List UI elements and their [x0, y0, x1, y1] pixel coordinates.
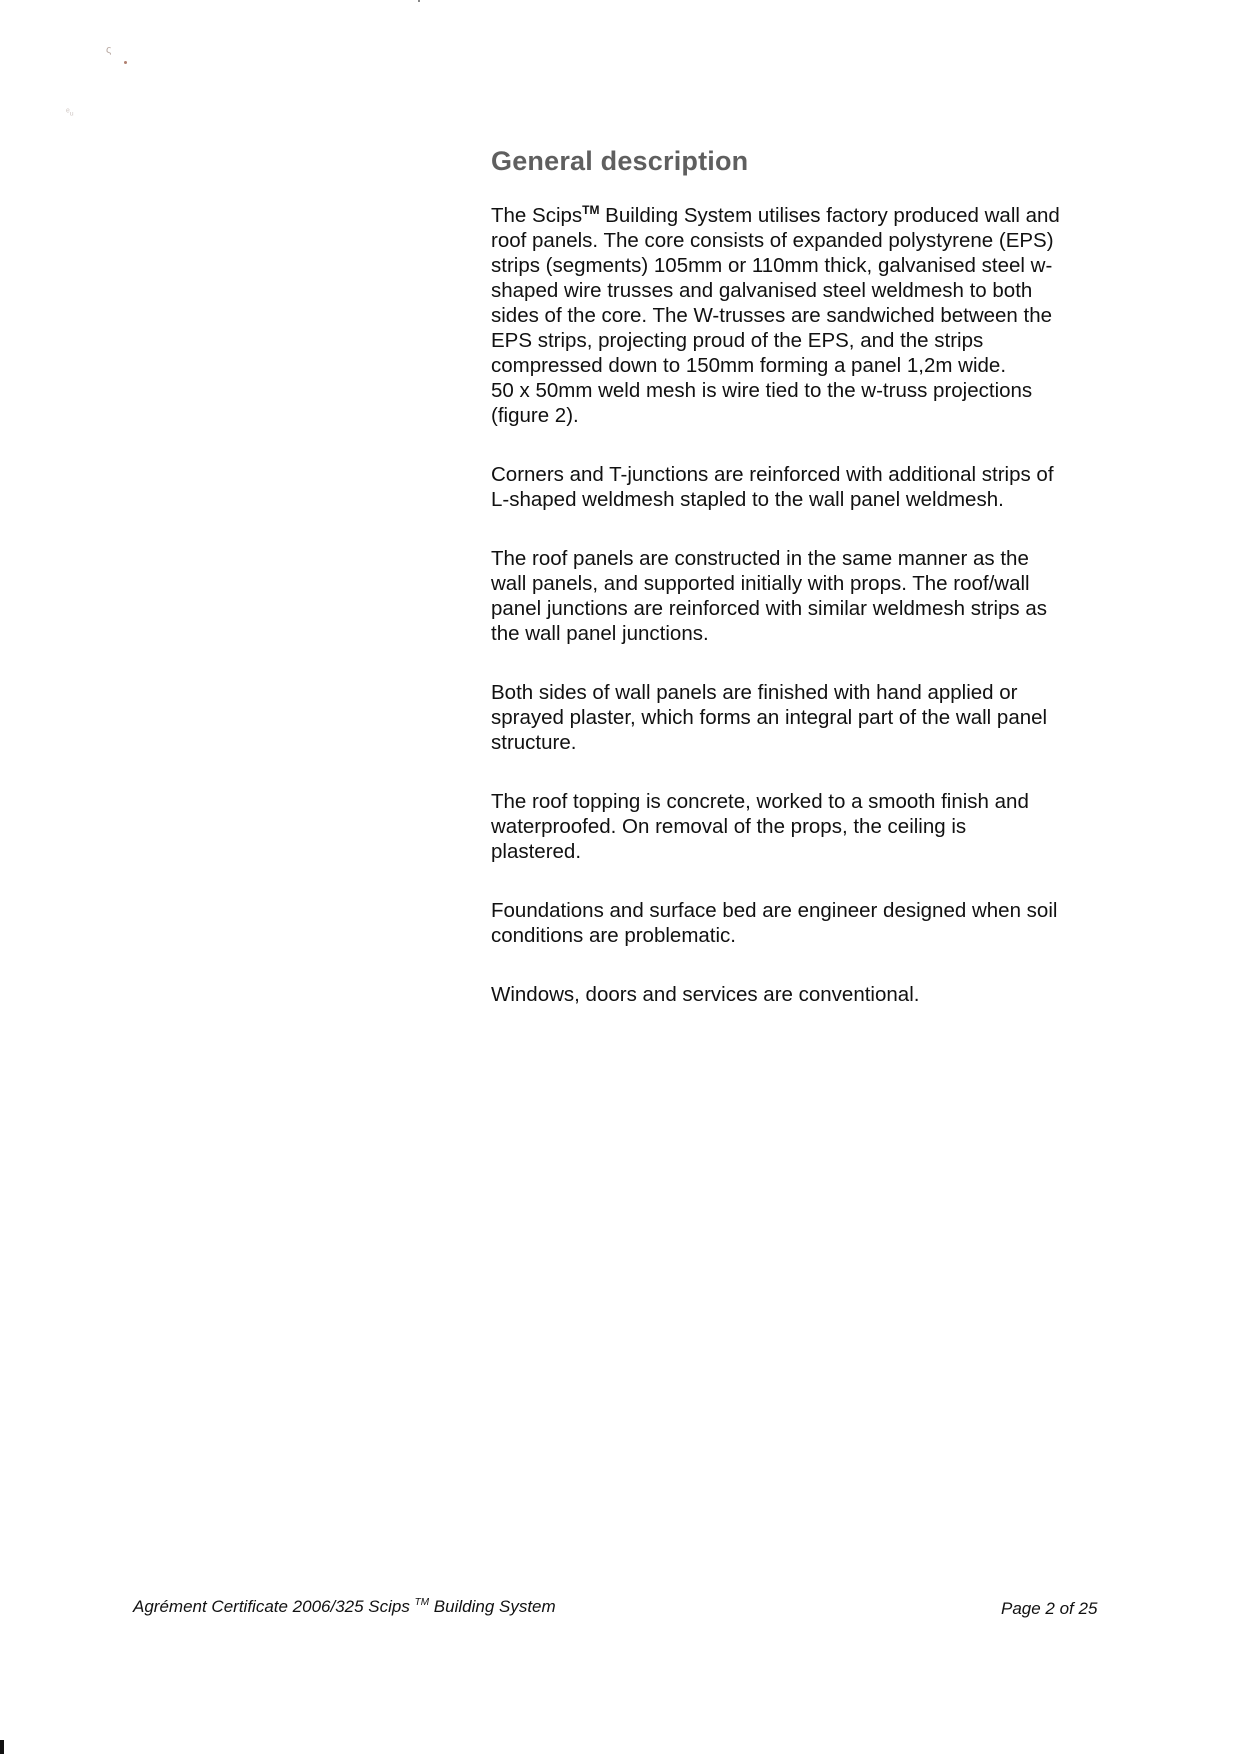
paragraph-corners: Corners and T-junctions are reinforced with additional strips of L-shaped weldmesh stapled to the wall panel weldmesh.	[491, 463, 1054, 511]
paragraph-text: The Scips	[491, 204, 583, 227]
paragraph-foundations: Foundations and surface bed are engineer designed when soil conditions are problematic.	[491, 899, 1058, 947]
scan-speck: ς	[106, 44, 112, 56]
description-section	[491, 146, 1131, 1041]
paragraph-text: Building System utilises factory produced wall and roof panels. The core consists of expanded polystyrene (EPS) strips (segments) 105mm or 110mm thick, galvanised steel w- shaped wire trusses and galvanised steel weldmesh to both sides of the core. The W-trusses are sandwiched between the EPS strips, projecting proud of the EPS, and the strips compressed down to 150mm forming a panel 1,2m wide. 50 x 50mm weld mesh is wire tied to the w-truss projections (figure 2).	[491, 204, 1060, 427]
section-heading: General description	[491, 146, 749, 176]
scan-speck	[418, 0, 420, 2]
scan-speck	[124, 61, 127, 64]
paragraph-roof-panels: The roof panels are constructed in the same manner as the wall panels, and supported initially with props. The roof/wall panel junctions are reinforced with similar weldmesh strips as the wall panel junctions.	[491, 547, 1048, 645]
footer-text: Building System	[429, 1597, 556, 1616]
paragraph-roof-topping: The roof topping is concrete, worked to a smooth finish and waterproofed. On removal of the props, the ceiling is plastered.	[491, 790, 1029, 863]
paragraph-system	[491, 198, 1131, 428]
trademark-superscript: TM	[414, 1597, 430, 1608]
paragraph-windows: Windows, doors and services are conventional.	[491, 983, 920, 1006]
trademark-superscript: TM	[582, 203, 600, 217]
paragraph-plaster: Both sides of wall panels are finished with hand applied or sprayed plaster, which forms an integral part of the wall panel structure.	[491, 681, 1048, 754]
footer-text: Agrément Certificate 2006/325 Scips	[133, 1597, 415, 1616]
footer-certificate	[133, 1597, 556, 1617]
scan-edge-mark	[0, 1740, 4, 1754]
scan-speck: ᵉᵤ	[66, 107, 74, 118]
page-number: Page 2 of 25	[1001, 1599, 1098, 1618]
